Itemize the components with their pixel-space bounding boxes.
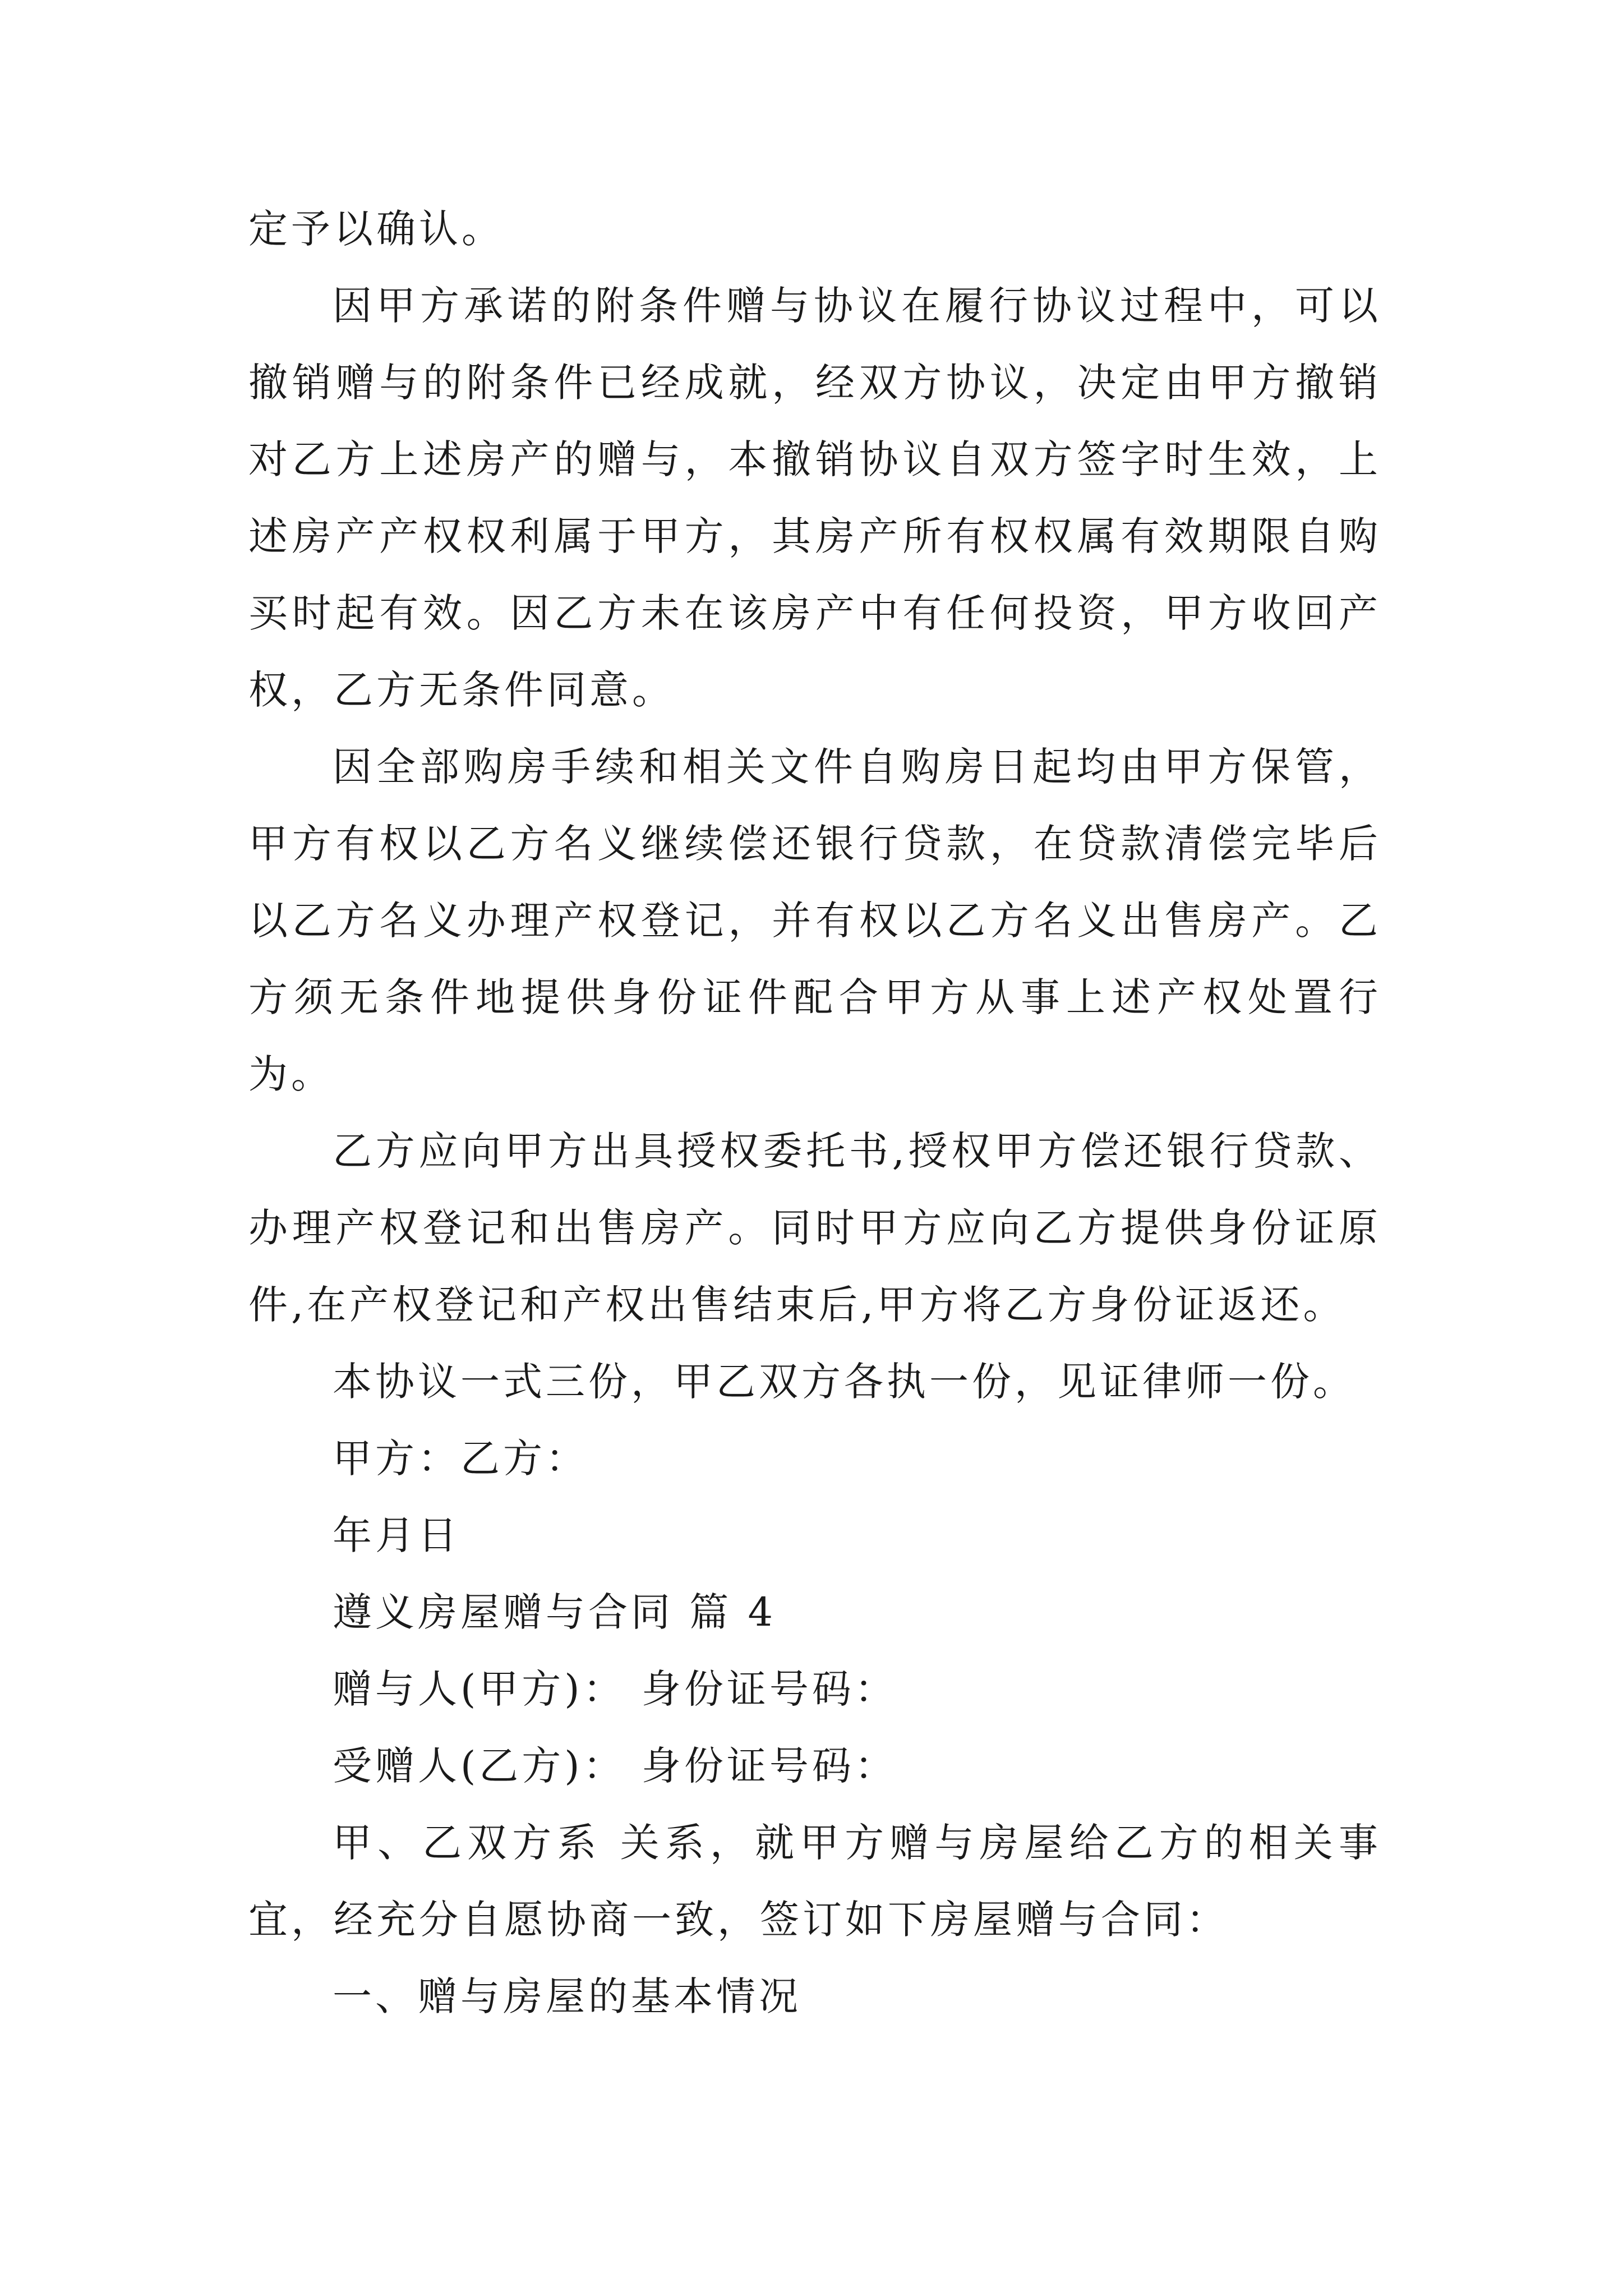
paragraph-copies: 本协议一式三份，甲乙双方各执一份，见证律师一份。 — [333, 1359, 1355, 1405]
section-heading-house-info: 一、赠与房屋的基本情况 — [333, 1973, 801, 2019]
paragraph-continuation: 定予以确认。 — [248, 206, 504, 252]
paragraph-revocation: 因甲方承诺的附条件赠与协议在履行协议过程中，可以撤销赠与的附条件已经成就，经双方协议，决定由甲方撤销对乙方上述房产的赠与，本撤销协议自双方签字时生效，上述房产产权权利属于甲方，其房产所有权权属有效期限自购买时起有效。因乙方未在该房产中有任何投资，甲方收回产权，乙方无条件同意。 — [248, 283, 1381, 713]
paragraph-custody: 因全部购房手续和相关文件自购房日起均由甲方保管，甲方有权以乙方名义继续偿还银行贷款，在贷款清偿完毕后以乙方名义办理产权登记，并有权以乙方名义出售房产。乙方须无条件地提供身份证件配合甲方从事上述产权处置行为。 — [248, 744, 1381, 1097]
document-body — [248, 191, 1381, 2035]
paragraph-agreement-intro: 甲、乙双方系 关系，就甲方赠与房屋给乙方的相关事宜，经充分自愿协商一致，签订如下房屋赠与合同： — [248, 1820, 1381, 1943]
signature-parties: 甲方：乙方： — [333, 1435, 588, 1481]
recipient-line: 受赠人(乙方)： 身份证号码： — [333, 1743, 897, 1789]
signature-date: 年月日 — [333, 1512, 460, 1558]
donor-line: 赠与人(甲方)： 身份证号码： — [333, 1666, 897, 1712]
paragraph-authorization: 乙方应向甲方出具授权委托书,授权甲方偿还银行贷款、办理产权登记和出售房产。同时甲方应向乙方提供身份证原件,在产权登记和产权出售结束后,甲方将乙方身份证返还。 — [248, 1128, 1381, 1328]
contract-heading: 遵义房屋赠与合同 篇 4 — [333, 1589, 777, 1635]
